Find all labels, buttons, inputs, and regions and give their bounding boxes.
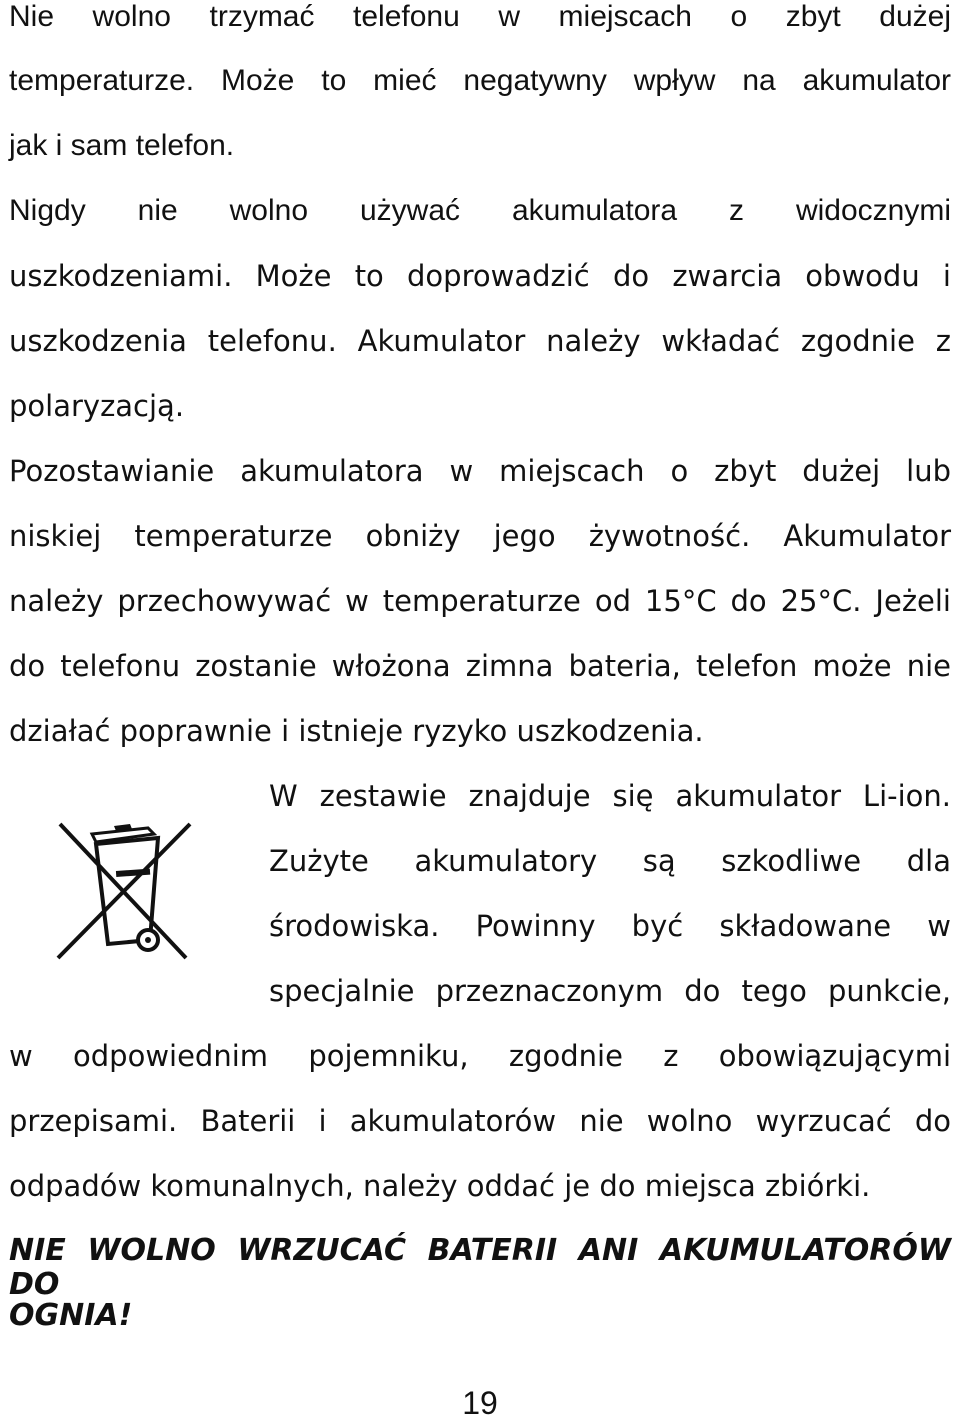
paragraph-4-line-6: przepisami. Baterii i akumulatorów nie wolno wyrzucać do [9, 1104, 951, 1138]
paragraph-2-line-1: Nigdy nie wolno używać akumulatora z widocznymi [9, 194, 951, 227]
paragraph-1-line-1: Nie wolno trzymać telefonu w miejscach o zbyt dużej [9, 0, 951, 33]
paragraph-4-line-1: W zestawie znajduje się akumulator Li-ion. [269, 779, 951, 813]
paragraph-4-line-4: specjalnie przeznaczonym do tego punkcie, [269, 974, 951, 1008]
page-number: 19 [462, 1385, 498, 1421]
paragraph-3-line-1: Pozostawianie akumulatora w miejscach o zbyt dużej lub [9, 454, 951, 488]
paragraph-4-line-2: Zużyte akumulatory są szkodliwe dla [269, 844, 951, 878]
paragraph-1-line-3: jak i sam telefon. [9, 129, 235, 162]
paragraph-1-line-2: temperaturze. Może to mieć negatywny wpływ na akumulator [9, 64, 951, 97]
paragraph-4-line-7: odpadów komunalnych, należy oddać je do miejsca zbiórki. [9, 1169, 871, 1203]
paragraph-2-line-3: uszkodzenia telefonu. Akumulator należy wkładać zgodnie z [9, 324, 951, 358]
paragraph-3-line-3: należy przechowywać w temperaturze od 15°C do 25°C. Jeżeli [9, 584, 951, 618]
paragraph-3-line-4: do telefonu zostanie włożona zimna bateria, telefon może nie [9, 649, 951, 683]
paragraph-3-line-5: działać poprawnie i istnieje ryzyko uszkodzenia. [9, 714, 704, 748]
warning-line-1: NIE WOLNO WRZUCAĆ BATERII ANI AKUMULATORÓW DO [9, 1233, 951, 1302]
paragraph-3-line-2: niskiej temperaturze obniży jego żywotność. Akumulator [9, 519, 951, 553]
crossed-out-wheelie-bin-icon [30, 812, 230, 972]
warning-line-2: OGNIA! [9, 1298, 133, 1333]
paragraph-2-line-2: uszkodzeniami. Może to doprowadzić do zwarcia obwodu i [9, 259, 951, 293]
paragraph-2-line-4: polaryzacją. [9, 389, 185, 423]
paragraph-4-line-3: środowiska. Powinny być składowane w [269, 909, 951, 943]
paragraph-4-line-5: w odpowiednim pojemniku, zgodnie z obowiązującymi [9, 1039, 951, 1073]
